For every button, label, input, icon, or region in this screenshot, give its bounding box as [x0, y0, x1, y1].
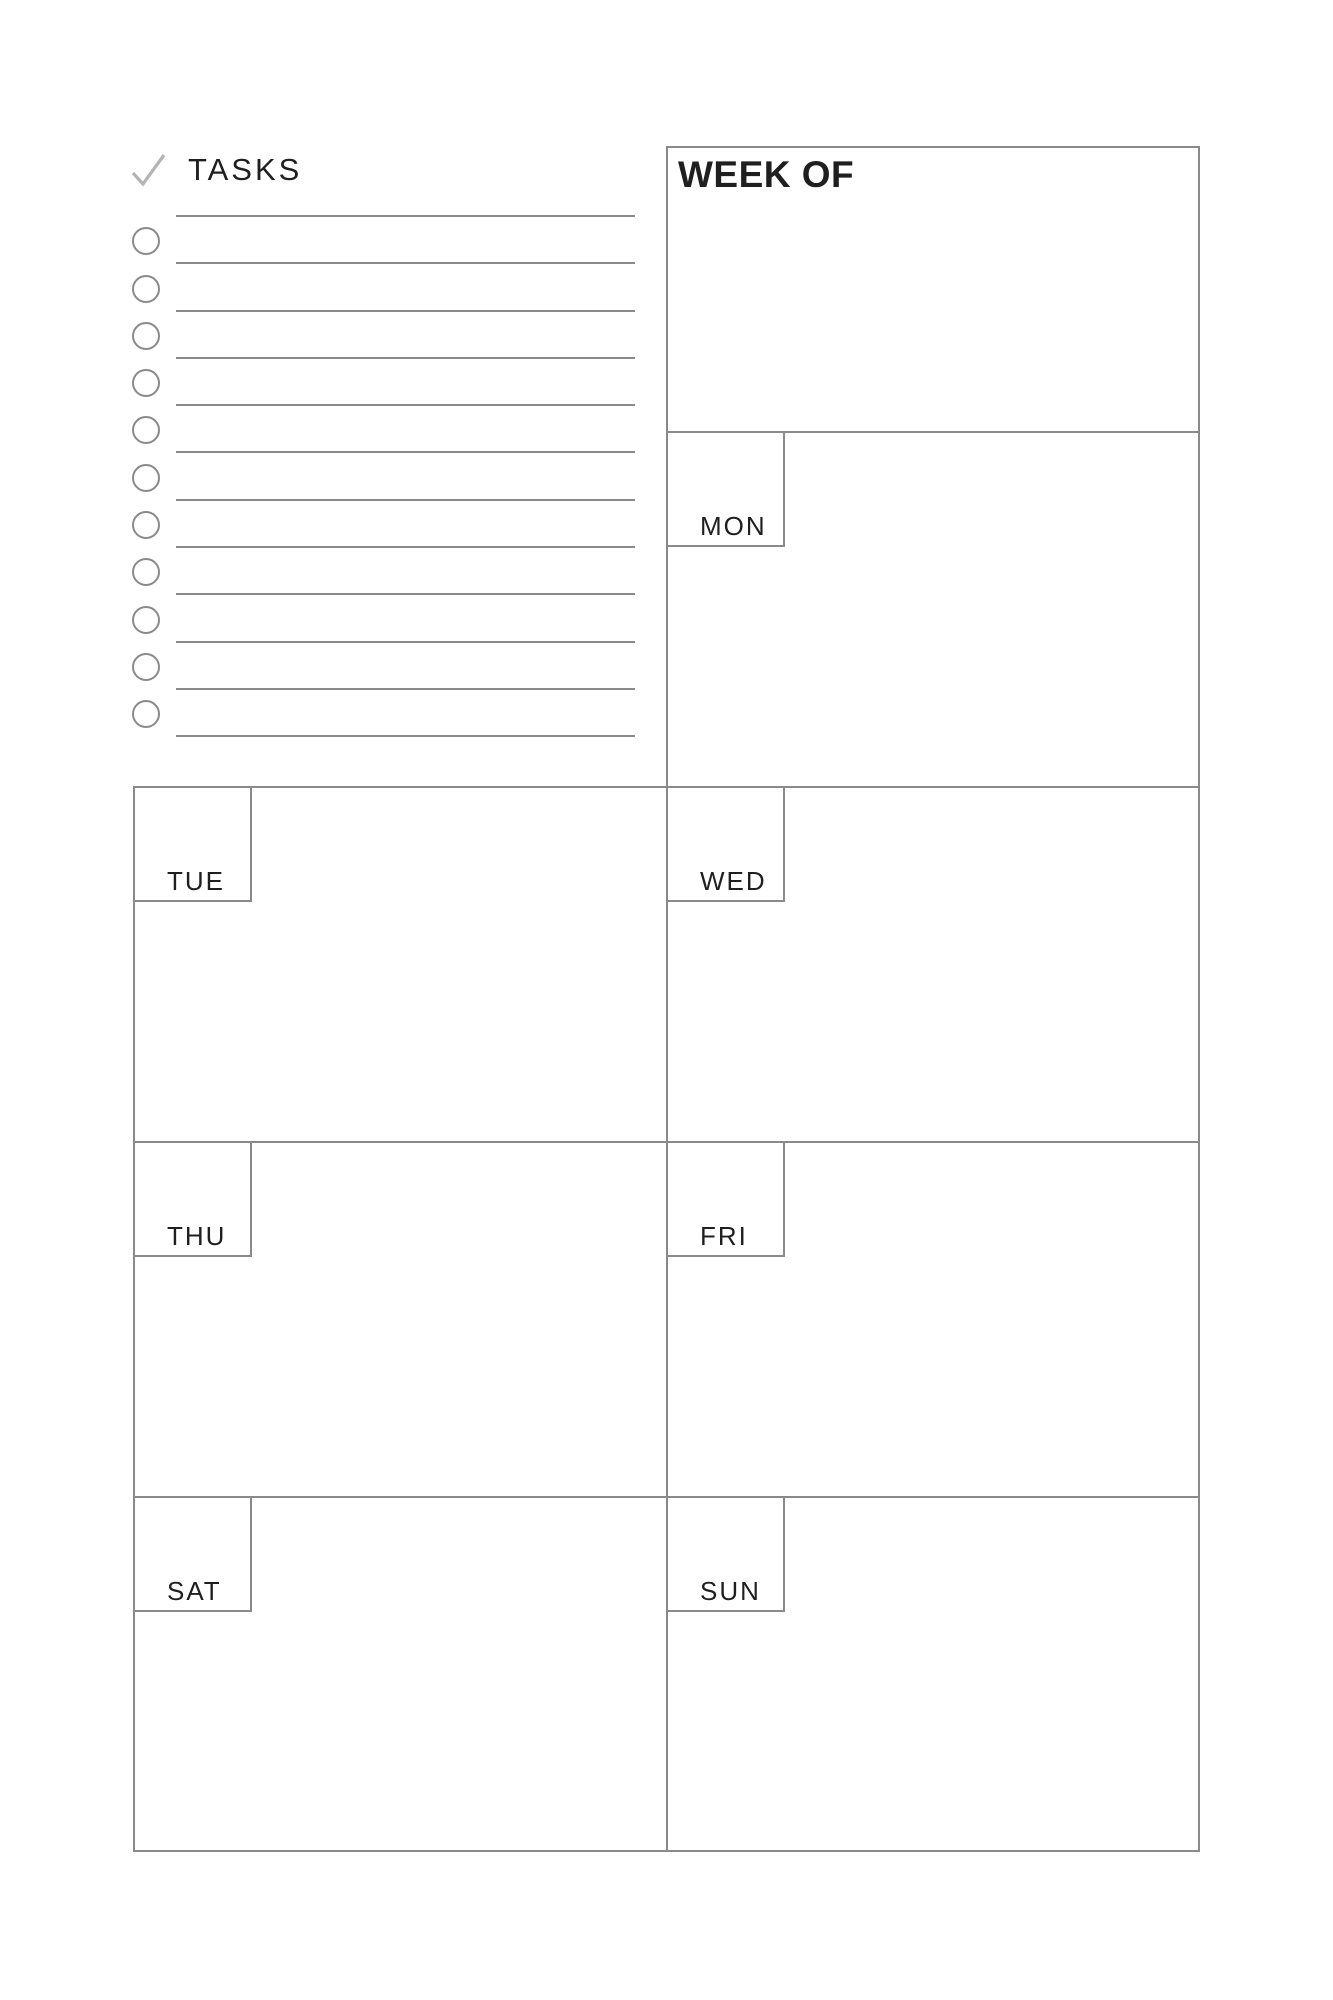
task-row	[132, 454, 635, 501]
task-checkbox[interactable]	[132, 558, 160, 586]
task-checkbox[interactable]	[132, 511, 160, 539]
task-row	[132, 690, 635, 737]
task-row	[132, 643, 635, 690]
day-notes-tue[interactable]	[265, 796, 658, 1133]
task-row	[132, 501, 635, 548]
day-label-sat: SAT	[167, 1576, 222, 1607]
day-notes-fri[interactable]	[798, 1151, 1190, 1488]
day-label-fri: FRI	[700, 1221, 748, 1252]
day-box-sun	[666, 1496, 1200, 1852]
day-tab-mon	[668, 433, 785, 547]
week-of-label: WEEK OF	[678, 154, 855, 195]
task-checkbox[interactable]	[132, 606, 160, 634]
day-tab-sun	[668, 1498, 785, 1612]
task-row	[132, 264, 635, 311]
day-notes-thu[interactable]	[265, 1151, 658, 1488]
day-tab-sat	[135, 1498, 252, 1612]
task-checkbox[interactable]	[132, 322, 160, 350]
day-notes-sun[interactable]	[798, 1506, 1190, 1842]
day-tab-fri	[668, 1143, 785, 1257]
day-label-thu: THU	[167, 1221, 227, 1252]
tasks-title: TASKS	[188, 152, 303, 187]
task-checkbox[interactable]	[132, 464, 160, 492]
task-list	[132, 217, 635, 738]
day-notes-wed[interactable]	[798, 796, 1190, 1133]
day-box-fri	[666, 1141, 1200, 1498]
task-checkbox[interactable]	[132, 700, 160, 728]
week-of-box	[666, 146, 1200, 433]
day-label-mon: MON	[700, 511, 767, 542]
task-row	[132, 548, 635, 595]
task-row	[132, 406, 635, 453]
day-box-sat	[133, 1496, 668, 1852]
task-checkbox[interactable]	[132, 416, 160, 444]
task-checkbox[interactable]	[132, 227, 160, 255]
day-label-wed: WED	[700, 866, 767, 897]
task-row	[132, 359, 635, 406]
check-icon	[128, 150, 168, 190]
day-box-thu	[133, 1141, 668, 1498]
task-row	[132, 595, 635, 642]
day-box-tue	[133, 786, 668, 1143]
week-of-input[interactable]	[678, 208, 1188, 421]
day-box-wed	[666, 786, 1200, 1143]
task-checkbox[interactable]	[132, 369, 160, 397]
task-row	[132, 217, 635, 264]
task-row	[132, 312, 635, 359]
tasks-header	[128, 150, 302, 190]
day-notes-mon[interactable]	[798, 441, 1190, 778]
task-checkbox[interactable]	[132, 653, 160, 681]
day-tab-wed	[668, 788, 785, 902]
day-box-mon	[666, 431, 1200, 788]
day-tab-thu	[135, 1143, 252, 1257]
day-tab-tue	[135, 788, 252, 902]
task-checkbox[interactable]	[132, 275, 160, 303]
task-line[interactable]	[176, 735, 635, 737]
day-notes-sat[interactable]	[265, 1506, 658, 1842]
day-label-tue: TUE	[167, 866, 225, 897]
day-label-sun: SUN	[700, 1576, 761, 1607]
